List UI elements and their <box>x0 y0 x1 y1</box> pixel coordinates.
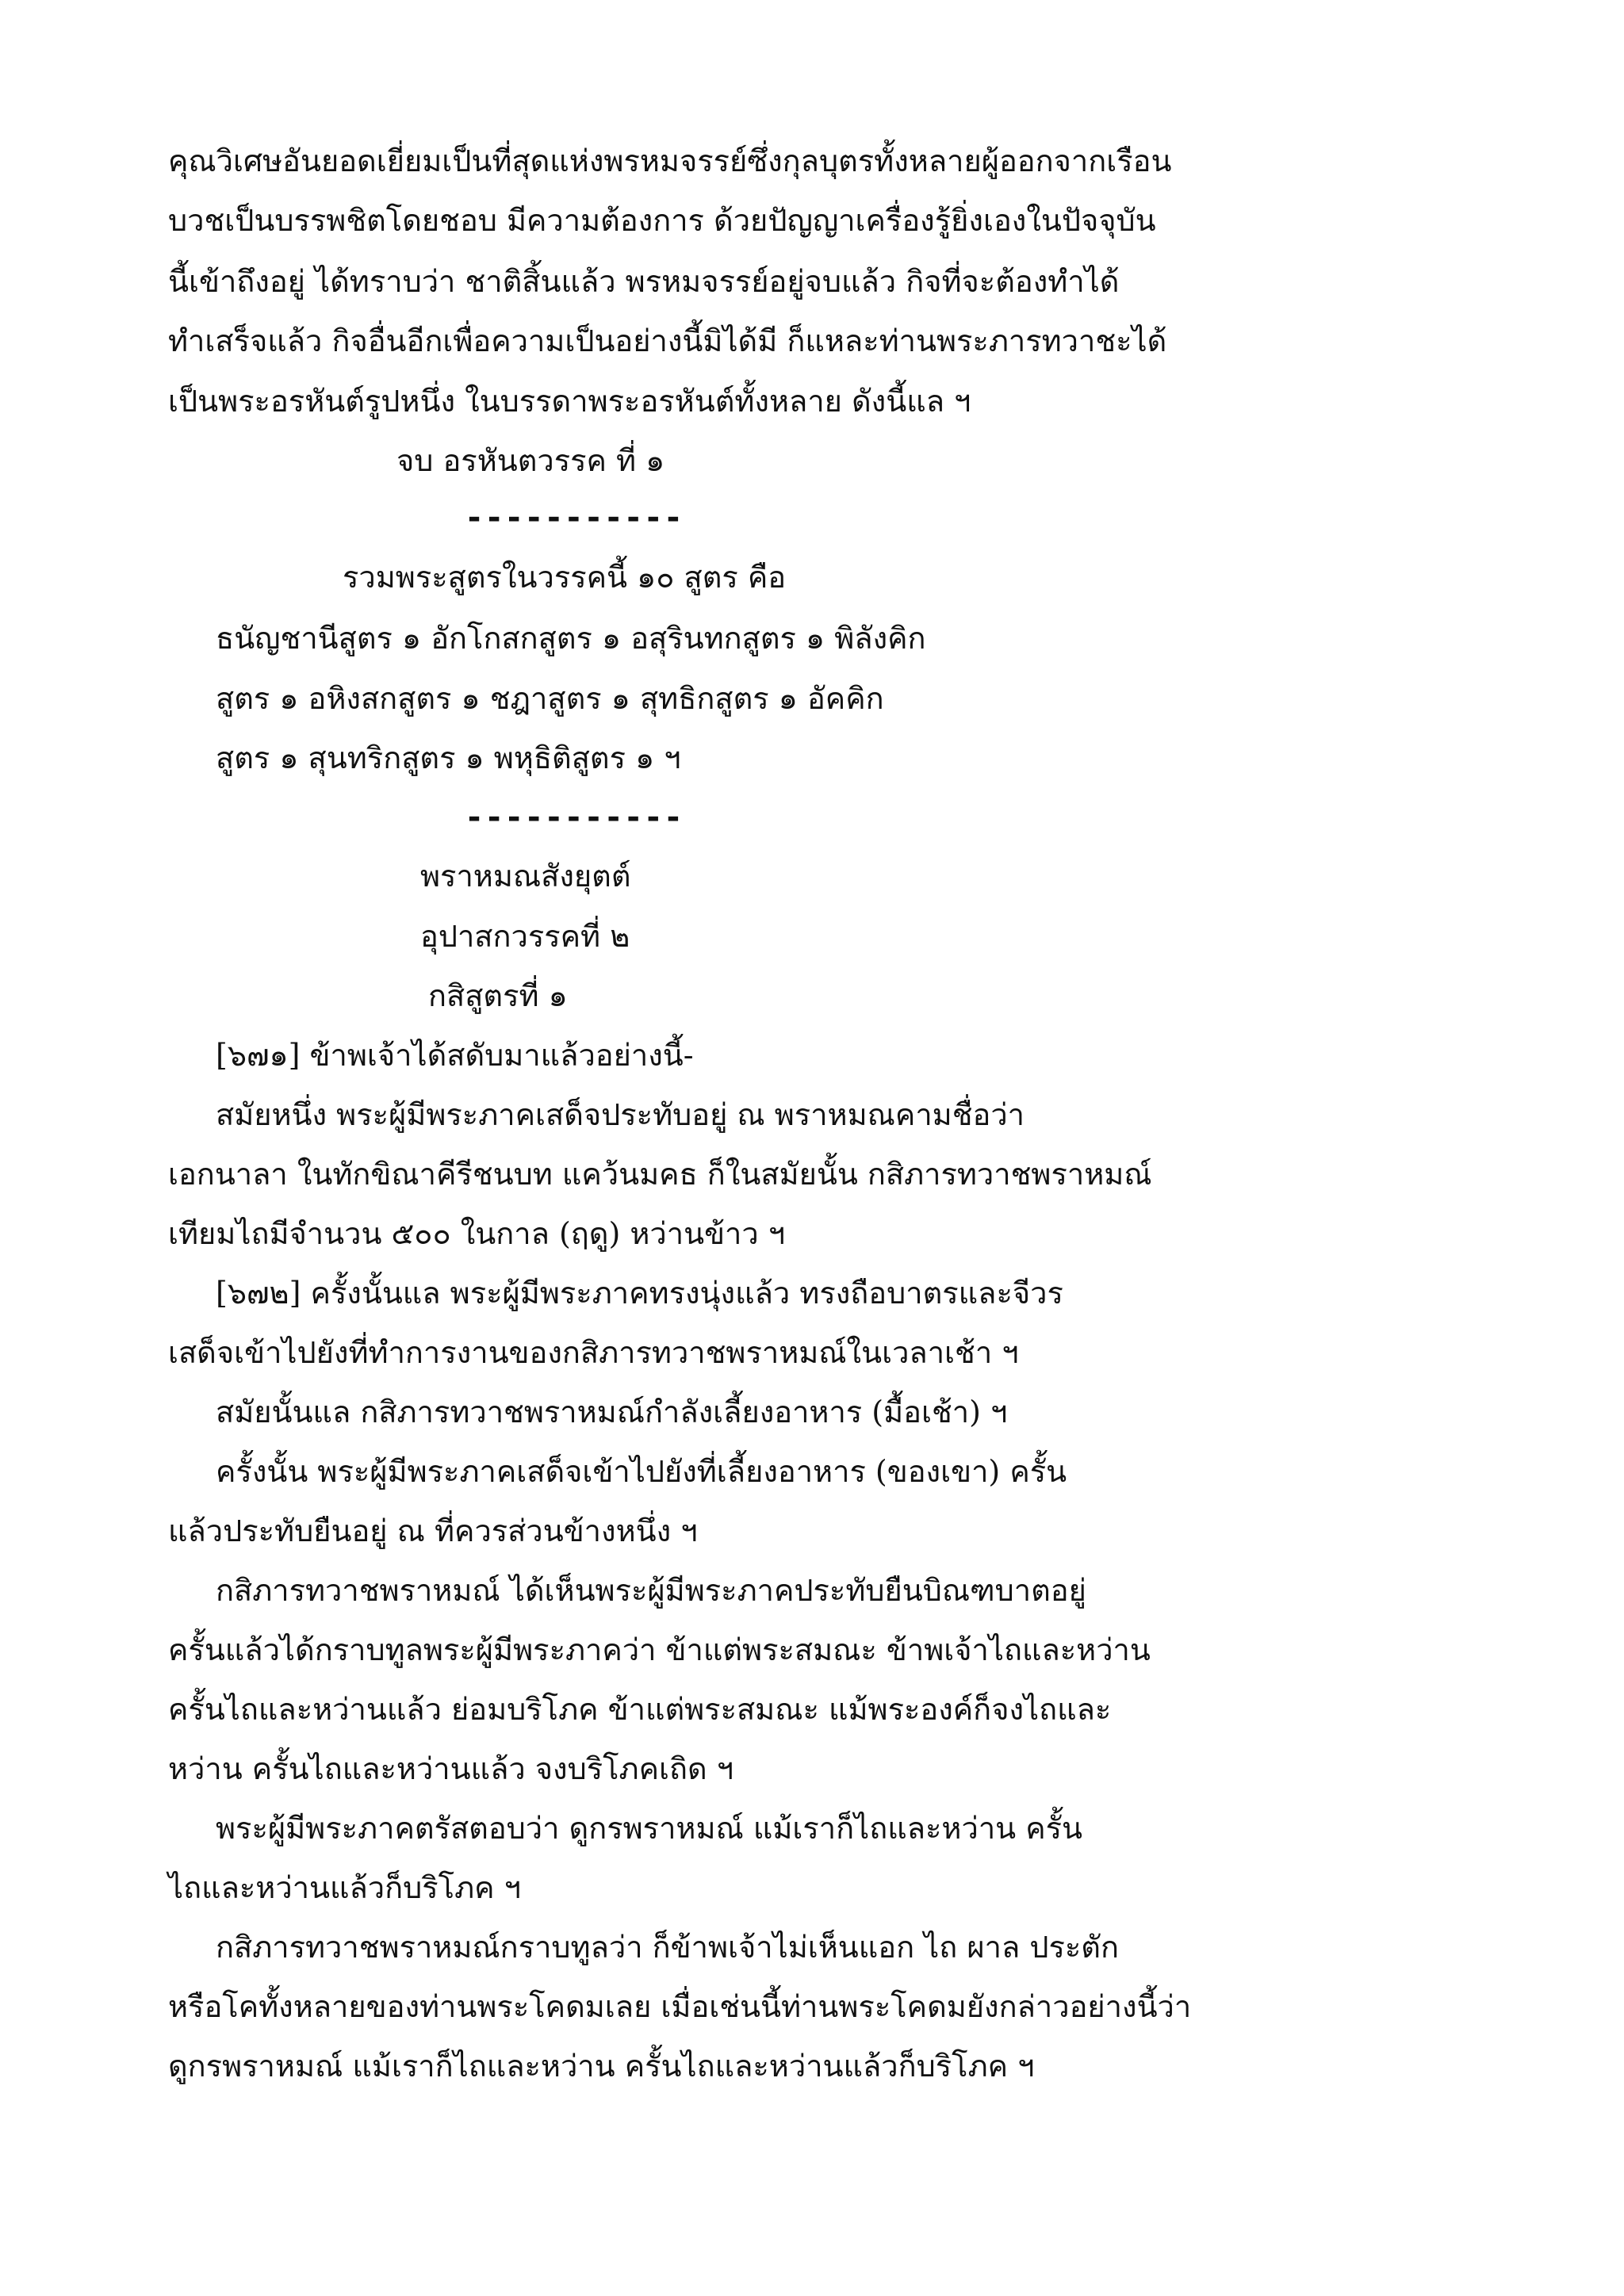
paragraph-line: สมัยนั้นแล กสิภารทวาชพราหมณ์กำลังเลี้ยงอาหาร (มื้อเช้า) ฯ <box>216 1395 1008 1429</box>
sutta-title: กสิสูตรที่ ๑ <box>428 978 568 1013</box>
paragraph-line: กสิภารทวาชพราหมณ์ ได้เห็นพระผู้มีพระภาคประทับยืนบิณฑบาตอยู่ <box>216 1573 1086 1608</box>
paragraph-line: ครั้นแล้วได้กราบทูลพระผู้มีพระภาคว่า ข้าแต่พระสมณะ ข้าพเจ้าไถและหว่าน <box>168 1632 1151 1667</box>
separator-rule: ----------- <box>465 799 684 836</box>
paragraph-line: เทียมไถมีจำนวน ๕๐๐ ในกาล (ฤดู) หว่านข้าว ฯ <box>168 1216 786 1251</box>
paragraph-line: หรือโคทั้งหลายของท่านพระโคดมเลย เมื่อเช่นนี้ท่านพระโคดมยังกล่าวอย่างนี้ว่า <box>168 1989 1192 2024</box>
text-line: เป็นพระอรหันต์รูปหนึ่ง ในบรรดาพระอรหันต์ทั้งหลาย ดังนี้แล ฯ <box>168 384 971 419</box>
separator-rule: ----------- <box>465 499 684 536</box>
paragraph-line: เอกนาลา ในทักขิณาคีรีชนบท แคว้นมคธ ก็ในสมัยนั้น กสิภารทวาชพราหมณ์ <box>168 1157 1152 1192</box>
paragraph-line: [๖๗๑] ข้าพเจ้าได้สดับมาแล้วอย่างนี้- <box>216 1038 694 1073</box>
paragraph-line: ดูกรพราหมณ์ แม้เราก็ไถและหว่าน ครั้นไถและหว่านแล้วก็บริโภค ฯ <box>168 2049 1035 2084</box>
paragraph-line: ไถและหว่านแล้วก็บริโภค ฯ <box>168 1870 521 1905</box>
paragraph-line: หว่าน ครั้นไถและหว่านแล้ว จงบริโภคเถิด ฯ <box>168 1751 734 1786</box>
paragraph-line: พระผู้มีพระภาคตรัสตอบว่า ดูกรพราหมณ์ แม้เราก็ไถและหว่าน ครั้น <box>216 1811 1083 1846</box>
paragraph-line: ครั้นไถและหว่านแล้ว ย่อมบริโภค ข้าแต่พระสมณะ แม้พระองค์ก็จงไถและ <box>168 1692 1112 1727</box>
summary-heading: รวมพระสูตรในวรรคนี้ ๑๐ สูตร คือ <box>343 560 787 595</box>
summary-line: ธนัญชานีสูตร ๑ อักโกสกสูตร ๑ อสุรินทกสูตร ๑ พิลังคิก <box>216 621 926 656</box>
text-line: นี้เข้าถึงอยู่ ได้ทราบว่า ชาติสิ้นแล้ว พรหมจรรย์อยู่จบแล้ว กิจที่จะต้องทำได้ <box>168 264 1120 299</box>
text-line: คุณวิเศษอันยอดเยี่ยมเป็นที่สุดแห่งพรหมจรรย์ซึ่งกุลบุตรทั้งหลายผู้ออกจากเรือน <box>168 144 1172 178</box>
paragraph-line: แล้วประทับยืนอยู่ ณ ที่ควรส่วนข้างหนึ่ง ฯ <box>168 1513 698 1548</box>
paragraph-line: สมัยหนึ่ง พระผู้มีพระภาคเสด็จประทับอยู่ ณ พราหมณคามชื่อว่า <box>216 1097 1025 1132</box>
paragraph-line: กสิภารทวาชพราหมณ์กราบทูลว่า ก็ข้าพเจ้าไม่เห็นแอก ไถ ผาล ประตัก <box>216 1930 1119 1965</box>
paragraph-line: [๖๗๒] ครั้งนั้นแล พระผู้มีพระภาคทรงนุ่งแล้ว ทรงถือบาตรและจีวร <box>216 1276 1063 1311</box>
paragraph-line: เสด็จเข้าไปยังที่ทำการงานของกสิภารทวาชพราหมณ์ในเวลาเช้า ฯ <box>168 1335 1019 1370</box>
paragraph-line: ครั้งนั้น พระผู้มีพระภาคเสด็จเข้าไปยังที่เลี้ยงอาหาร (ของเขา) ครั้น <box>216 1454 1067 1489</box>
text-line: ทำเสร็จแล้ว กิจอื่นอีกเพื่อความเป็นอย่างนี้มิได้มี ก็แหละท่านพระภารทวาชะได้ <box>168 323 1167 358</box>
chapter-title: อุปาสกวรรคที่ ๒ <box>420 919 630 954</box>
summary-line: สูตร ๑ อหิงสกสูตร ๑ ชฎาสูตร ๑ สุทธิกสูตร ๑ อัคคิก <box>216 681 884 716</box>
summary-line: สูตร ๑ สุนทริกสูตร ๑ พหุธิติสูตร ๑ ฯ <box>216 740 681 775</box>
collection-title: พราหมณสังยุตต์ <box>420 859 631 894</box>
text-line: บวชเป็นบรรพชิตโดยชอบ มีความต้องการ ด้วยปัญญาเครื่องรู้ยิ่งเองในปัจจุบัน <box>168 203 1156 238</box>
section-end-heading: จบ อรหันตวรรค ที่ ๑ <box>396 443 665 478</box>
